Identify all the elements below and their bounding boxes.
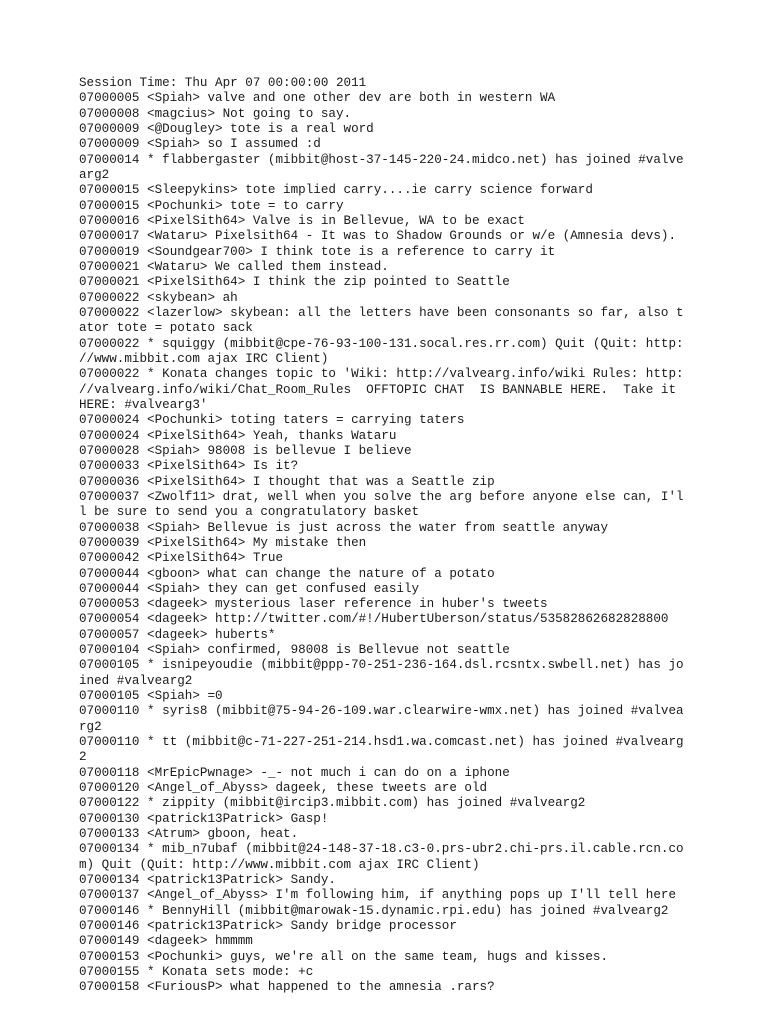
log-line: 07000044 <gboon> what can change the nature of a potato <box>79 566 495 581</box>
log-line: 07000022 * squiggy (mibbit@cpe-76-93-100-131.socal.res.rr.com) Quit (Quit: http: <box>79 336 684 351</box>
log-line: 07000134 <patrick13Patrick> Sandy. <box>79 873 336 888</box>
log-line: 07000130 <patrick13Patrick> Gasp! <box>79 811 329 826</box>
log-line: 07000022 * Konata changes topic to 'Wiki: http://valvearg.info/wiki Rules: http: <box>79 367 684 382</box>
log-line: 07000153 <Pochunki> guys, we're all on the same team, hugs and kisses. <box>79 949 609 964</box>
log-line: 07000024 <PixelSith64> Yeah, thanks Wataru <box>79 428 397 443</box>
log-line: 07000105 * isnipeyoudie (mibbit@ppp-70-251-236-164.dsl.rcsntx.swbell.net) has jo <box>79 658 684 673</box>
log-line: 07000015 <Sleepykins> tote implied carry....ie carry science forward <box>79 183 593 198</box>
log-line: 07000149 <dageek> hmmmm <box>79 934 253 949</box>
log-line: rg2 <box>79 719 102 734</box>
log-line: arg2 <box>79 167 110 182</box>
log-line: 07000118 <MrEpicPwnage> -_- not much i can do on a iphone <box>79 765 510 780</box>
log-line: 07000120 <Angel_of_Abyss> dageek, these tweets are old <box>79 781 488 796</box>
log-line: 07000057 <dageek> huberts* <box>79 627 276 642</box>
log-line: 07000104 <Spiah> confirmed, 98008 is Bellevue not seattle <box>79 643 510 658</box>
log-line: 07000146 <patrick13Patrick> Sandy bridge processor <box>79 919 457 934</box>
log-line: 07000054 <dageek> http://twitter.com/#!/HubertUberson/status/53582862682828800 <box>79 612 669 627</box>
log-line: HERE: #valvearg3' <box>79 397 208 412</box>
log-line: 07000038 <Spiah> Bellevue is just across the water from seattle anyway <box>79 520 609 535</box>
log-line: 07000016 <PixelSith64> Valve is in Bellevue, WA to be exact <box>79 213 525 228</box>
log-line: ined #valvearg2 <box>79 673 193 688</box>
log-line: 07000044 <Spiah> they can get confused easily <box>79 581 420 596</box>
log-line: 07000022 <lazerlow> skybean: all the letters have been consonants so far, also t <box>79 305 684 320</box>
log-line: 07000014 * flabbergaster (mibbit@host-37-145-220-24.midco.net) has joined #valve <box>79 152 684 167</box>
log-line: 07000017 <Wataru> Pixelsith64 - It was to Shadow Grounds or w/e (Amnesia devs). <box>79 229 677 244</box>
log-line: 07000105 <Spiah> =0 <box>79 689 223 704</box>
log-line: 07000021 <Wataru> We called them instead. <box>79 259 389 274</box>
log-line: 07000008 <magcius> Not going to say. <box>79 106 352 121</box>
log-line: //valvearg.info/wiki/Chat_Room_Rules OFFTOPIC CHAT IS BANNABLE HERE. Take it <box>79 382 677 397</box>
log-line: //www.mibbit.com ajax IRC Client) <box>79 351 329 366</box>
log-line: 07000122 * zippity (mibbit@ircip3.mibbit.com) has joined #valvearg2 <box>79 796 586 811</box>
log-line: 07000110 * tt (mibbit@c-71-227-251-214.hsd1.wa.comcast.net) has joined #valvearg <box>79 735 684 750</box>
log-line: 07000036 <PixelSith64> I thought that was a Seattle zip <box>79 474 495 489</box>
log-line: 07000009 <Spiah> so I assumed :d <box>79 137 321 152</box>
log-line: 07000022 <skybean> ah <box>79 290 238 305</box>
log-line: 07000155 * Konata sets mode: +c <box>79 965 314 980</box>
log-line: 07000134 * mib_n7ubaf (mibbit@24-148-37-18.c3-0.prs-ubr2.chi-prs.il.cable.rcn.co <box>79 842 684 857</box>
log-line: 07000009 <@Dougley> tote is a real word <box>79 121 374 136</box>
log-line: 07000037 <Zwolf11> drat, well when you solve the arg before anyone else can, I'l <box>79 489 684 504</box>
log-line: 07000019 <Soundgear700> I think tote is a reference to carry it <box>79 244 556 259</box>
log-line: 07000110 * syris8 (mibbit@75-94-26-109.war.clearwire-wmx.net) has joined #valvea <box>79 704 684 719</box>
log-line: 07000133 <Atrum> gboon, heat. <box>79 827 299 842</box>
log-line: ator tote = potato sack <box>79 321 253 336</box>
chat-log-document <box>79 76 743 996</box>
log-line: 07000042 <PixelSith64> True <box>79 551 284 566</box>
log-line: 07000028 <Spiah> 98008 is bellevue I believe <box>79 443 412 458</box>
log-line: 07000033 <PixelSith64> Is it? <box>79 459 299 474</box>
log-line: 07000053 <dageek> mysterious laser reference in huber's tweets <box>79 597 548 612</box>
log-line: 07000024 <Pochunki> toting taters = carrying taters <box>79 413 465 428</box>
log-line: 07000021 <PixelSith64> I think the zip pointed to Seattle <box>79 275 510 290</box>
log-line: 2 <box>79 750 87 765</box>
log-line: l be sure to send you a congratulatory basket <box>79 505 420 520</box>
log-line: 07000158 <FuriousP> what happened to the amnesia .rars? <box>79 980 495 995</box>
log-line: 07000039 <PixelSith64> My mistake then <box>79 535 367 550</box>
log-line: 07000137 <Angel_of_Abyss> I'm following him, if anything pops up I'll tell here <box>79 888 677 903</box>
log-line: 07000005 <Spiah> valve and one other dev are both in western WA <box>79 91 556 106</box>
log-line: 07000015 <Pochunki> tote = to carry <box>79 198 344 213</box>
log-line: m) Quit (Quit: http://www.mibbit.com ajax IRC Client) <box>79 857 480 872</box>
session-time-line: Session Time: Thu Apr 07 00:00:00 2011 <box>79 76 367 90</box>
log-line: 07000146 * BennyHill (mibbit@marowak-15.dynamic.rpi.edu) has joined #valvearg2 <box>79 903 669 918</box>
